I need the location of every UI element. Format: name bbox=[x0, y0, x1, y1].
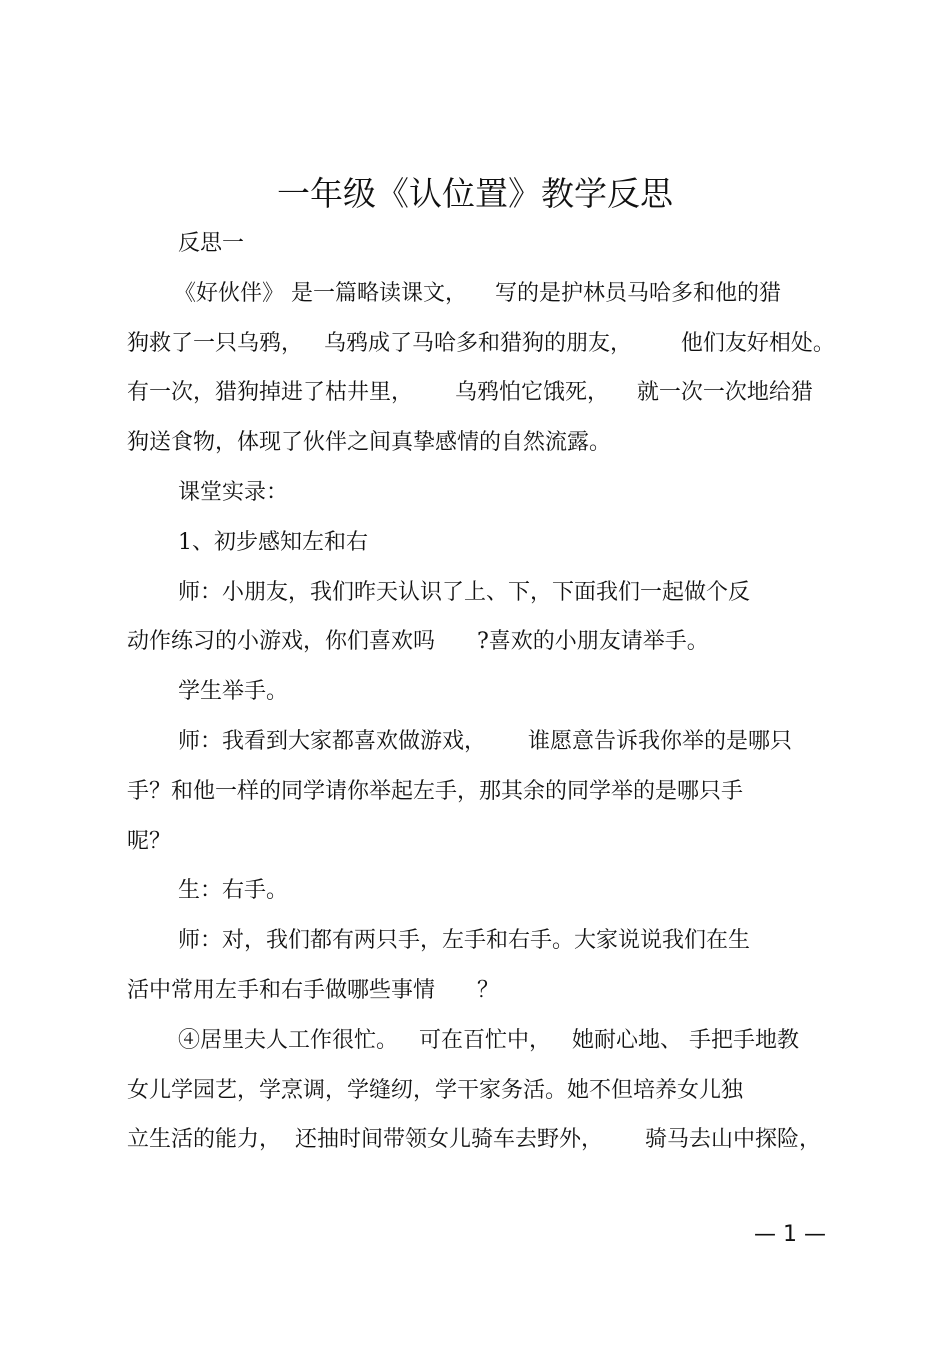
paragraph-line: 学生举手。 bbox=[178, 679, 289, 704]
paragraph-line: 活中常用左手和右手做哪些事情 ？ bbox=[127, 978, 499, 1003]
paragraph-line: 课堂实录： bbox=[178, 480, 289, 505]
paragraph-line: 师：我看到大家都喜欢做游戏， 谁愿意告诉我你举的是哪只 bbox=[178, 729, 792, 754]
paragraph-line: 反思一 bbox=[178, 231, 245, 256]
paragraph-line: 生：右手。 bbox=[178, 878, 289, 903]
document-title: 一年级《认位置》教学反思 bbox=[277, 174, 673, 213]
paragraph-line: 动作练习的小游戏，你们喜欢吗 ?喜欢的小朋友请举手。 bbox=[127, 629, 709, 654]
paragraph-line: 手？和他一样的同学请你举起左手，那其余的同学举的是哪只手 bbox=[127, 779, 744, 804]
paragraph-line: 女儿学园艺，学烹调，学缝纫，学干家务活。她不但培养女儿独 bbox=[127, 1078, 744, 1103]
paragraph-line: 立生活的能力， 还抽时间带领女儿骑车去野外， 骑马去山中探险， bbox=[127, 1127, 821, 1152]
paragraph-line: 狗送食物，体现了伙伴之间真挚感情的自然流露。 bbox=[127, 430, 612, 455]
paragraph-line: 《好伙伴》 是一篇略读课文， 写的是护林员马哈多和他的猎 bbox=[174, 281, 781, 306]
paragraph-line: ④居里夫人工作很忙。 可在百忙中， 她耐心地、 手把手地教 bbox=[178, 1028, 799, 1053]
paragraph-line: 有一次，猎狗掉进了枯井里， 乌鸦怕它饿死， 就一次一次地给猎 bbox=[127, 380, 813, 405]
paragraph-line: 师：小朋友，我们昨天认识了上、下，下面我们一起做个反 bbox=[178, 580, 751, 605]
page-number: — 1 — bbox=[754, 1222, 826, 1247]
paragraph-line: 狗救了一只乌鸦， 乌鸦成了马哈多和猎狗的朋友， 他们友好相处。 bbox=[127, 331, 835, 356]
paragraph-line: 1、初步感知左和右 bbox=[178, 530, 368, 555]
paragraph-line: 师：对，我们都有两只手，左手和右手。大家说说我们在生 bbox=[178, 928, 751, 953]
paragraph-line: 呢？ bbox=[127, 829, 172, 854]
